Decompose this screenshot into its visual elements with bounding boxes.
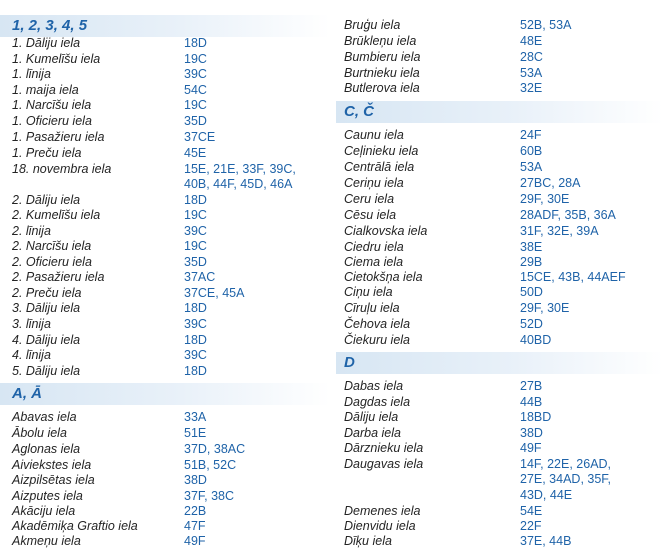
list-item: 1. Kumelīšu iela 19C <box>12 52 207 66</box>
list-item: Cēsu iela 28ADF, 35B, 36A <box>344 208 616 222</box>
list-item: 2. Kumelīšu iela 19C <box>12 208 207 222</box>
list-item: Brūkleņu iela 48E <box>344 34 543 48</box>
list-item: 2. Dāliju iela 18D <box>12 193 207 207</box>
list-item: Bruģu iela 52B, 53A <box>344 18 572 32</box>
list-item: Cīruļu iela 29F, 30E <box>344 301 570 315</box>
list-item: 18. novembra iela 15E, 21E, 33F, 39C, <box>12 162 296 176</box>
list-item: Cietokšņa iela 15CE, 43B, 44AEF <box>344 270 626 284</box>
list-item: Aizpilsētas iela 38D <box>12 473 207 487</box>
code-continuation: 43D, 44E <box>520 488 573 502</box>
list-item: Akadēmiķa Graftio iela 47F <box>12 519 206 533</box>
code-continuation: 40B, 44F, 45D, 46A <box>184 177 293 191</box>
list-item: Ciņu iela 50D <box>344 285 543 299</box>
list-item: Dārznieku iela 49F <box>344 441 542 455</box>
list-item: Bumbieru iela 28C <box>344 50 543 64</box>
section-header-label: A, Ā <box>12 385 42 402</box>
list-item: Dabas iela 27B <box>344 379 543 393</box>
list-item: Ceriņu iela 27BC, 28A <box>344 176 581 190</box>
list-item: 5. Dāliju iela 18D <box>12 364 207 378</box>
list-item: 1. Preču iela 45E <box>12 146 207 160</box>
section-header-c <box>336 101 663 123</box>
list-item: Abavas iela 33A <box>12 410 207 424</box>
list-item: 1. Narcīšu iela 19C <box>12 98 207 112</box>
list-item: 4. Dāliju iela 18D <box>12 333 207 347</box>
list-item: 2. Narcīšu iela 19C <box>12 239 207 253</box>
list-item: 1. Oficieru iela 35D <box>12 114 207 128</box>
list-item: Dāliju iela 18BD <box>344 410 552 424</box>
list-item: 2. Oficieru iela 35D <box>12 255 207 269</box>
list-item: Ceru iela 29F, 30E <box>344 192 570 206</box>
section-header-d <box>336 352 663 374</box>
list-item: Aizputes iela 37F, 38C <box>12 489 235 503</box>
list-item: Ciedru iela 38E <box>344 240 543 254</box>
list-item: Dienvidu iela 22F <box>344 519 542 533</box>
list-item: Daugavas iela 14F, 22E, 26AD, <box>344 457 612 471</box>
list-item: Aglonas iela 37D, 38AC <box>12 442 246 456</box>
list-item: Butlerova iela 32E <box>344 81 543 95</box>
section-header-label: 1, 2, 3, 4, 5 <box>12 17 88 34</box>
list-item: 2. Pasažieru iela 37AC <box>12 270 216 284</box>
list-item: Caunu iela 24F <box>344 128 542 142</box>
list-item: 1. maija iela 54C <box>12 83 207 97</box>
list-item: Akmeņu iela 49F <box>12 534 206 548</box>
list-item: 2. Preču iela 37CE, 45A <box>12 286 245 300</box>
list-item: Cialkovska iela 31F, 32E, 39A <box>344 224 599 238</box>
section-header-label: D <box>344 354 355 371</box>
list-item: Dagdas iela 44B <box>344 395 543 409</box>
list-item: Aiviekstes iela 51B, 52C <box>12 458 237 472</box>
list-item: 4. līnija 39C <box>12 348 207 362</box>
list-item: 3. līnija 39C <box>12 317 207 331</box>
list-item: 1. līnija 39C <box>12 67 207 81</box>
section-header-label: C, Č <box>344 103 374 120</box>
list-item: Dīķu iela 37E, 44B <box>344 534 572 548</box>
list-item: 1. Pasažieru iela 37CE <box>12 130 216 144</box>
list-item: 2. līnija 39C <box>12 224 207 238</box>
list-item: Darba iela 38D <box>344 426 543 440</box>
list-item: Akāciju iela 22B <box>12 504 207 518</box>
list-item: 1. Dāliju iela 18D <box>12 36 207 50</box>
list-item: Ābolu iela 51E <box>12 426 207 440</box>
code-continuation: 27E, 34AD, 35F, <box>520 472 612 486</box>
list-item: Centrālā iela 53A <box>344 160 543 174</box>
list-item: Čiekuru iela 40BD <box>344 333 552 347</box>
list-item: Ceļinieku iela 60B <box>344 144 543 158</box>
section-header-a <box>0 383 330 405</box>
list-item: Burtnieku iela 53A <box>344 66 543 80</box>
list-item: Demenes iela 54E <box>344 504 543 518</box>
list-item: Čehova iela 52D <box>344 317 543 331</box>
list-item: 3. Dāliju iela 18D <box>12 301 207 315</box>
list-item: Ciema iela 29B <box>344 255 543 269</box>
section-header-numbers <box>0 15 330 37</box>
